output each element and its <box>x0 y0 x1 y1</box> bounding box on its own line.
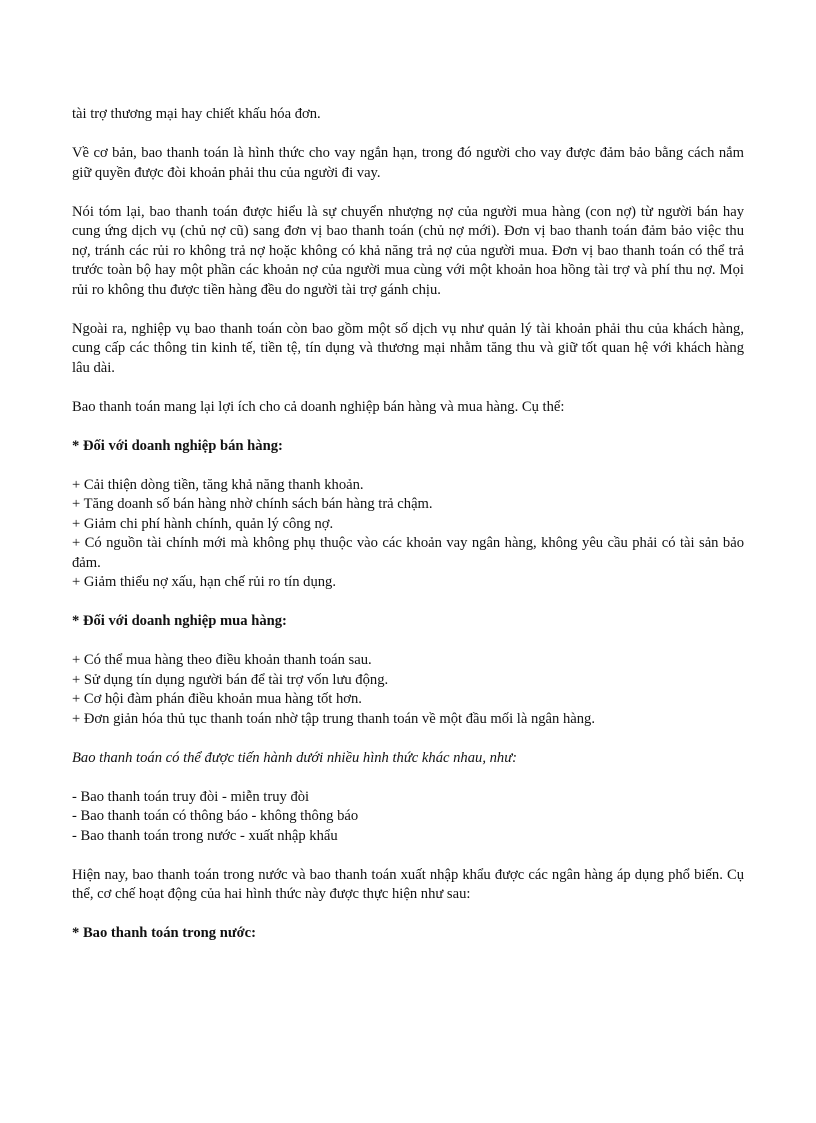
list-item: + Cơ hội đàm phán điều khoản mua hàng tốt hơn. <box>72 691 362 707</box>
list-item: + Giảm chi phí hành chính, quản lý công nợ. <box>72 515 334 532</box>
paragraph-current-practice: Hiện nay, bao thanh toán trong nước và bao thanh toán xuất nhập khẩu được các ngân hàng áp dụng phổ biến. Cụ thể, cơ chế hoạt động của hai hình thức này được thực hiện như sau: <box>72 866 744 902</box>
list-item: + Có thể mua hàng theo điều khoản thanh toán sau. <box>72 652 372 668</box>
list-item: + Sử dụng tín dụng người bán để tài trợ vốn lưu động. <box>72 671 389 688</box>
list-buyer-benefits <box>72 651 744 729</box>
paragraph-definition: Về cơ bản, bao thanh toán là hình thức cho vay ngắn hạn, trong đó người cho vay được đảm bảo bằng cách nắm giữ quyền được đòi khoản phải thu của người đi vay. <box>72 145 744 181</box>
list-item: + Giảm thiểu nợ xấu, hạn chế rủi ro tín dụng. <box>72 574 336 590</box>
paragraph-continuation: tài trợ thương mại hay chiết khấu hóa đơn. <box>72 106 321 122</box>
heading-sellers: * Đối với doanh nghiệp bán hàng: <box>72 437 283 454</box>
paragraph-summary: Nói tóm lại, bao thanh toán được hiểu là sự chuyển nhượng nợ của người mua hàng (con nợ) từ người bán hay cung ứng dịch vụ (chủ nợ cũ) sang đơn vị bao thanh toán (chủ nợ mới). Đơn vị bao thanh toán đảm bảo việc thu nợ, tránh các rủi ro không trả nợ hoặc không có khả năng trả nợ của người mua. Đơn vị bao thanh toán có thể trả trước toàn bộ hay một phần các khoản nợ của người mua cùng với một khoản hoa hồng tài trợ và phí thu nợ. Mọi rủi ro không thu được tiền hàng đều do người tài trợ gánh chịu. <box>72 203 744 298</box>
list-item: + Đơn giản hóa thủ tục thanh toán nhờ tập trung thanh toán về một đầu mối là ngân hàng. <box>72 710 595 727</box>
paragraph-services: Ngoài ra, nghiệp vụ bao thanh toán còn bao gồm một số dịch vụ như quản lý tài khoản phải thu của khách hàng, cung cấp các thông tin kinh tế, tiền tệ, tín dụng và thương mại nhằm tăng thu và giữ tốt quan hệ với khách hàng lâu dài. <box>72 320 744 376</box>
paragraph-benefits-intro: Bao thanh toán mang lại lợi ích cho cả doanh nghiệp bán hàng và mua hàng. Cụ thể: <box>72 398 565 415</box>
list-item: - Bao thanh toán có thông báo - không thông báo <box>72 808 359 824</box>
list-item: + Có nguồn tài chính mới mà không phụ thuộc vào các khoản vay ngân hàng, không yêu cầu phải có tài sản bảo đảm. <box>72 535 744 571</box>
list-item: - Bao thanh toán truy đòi - miễn truy đòi <box>72 788 310 805</box>
document-page <box>72 105 744 963</box>
heading-domestic: * Bao thanh toán trong nước: <box>72 925 257 941</box>
forms-intro: Bao thanh toán có thể được tiến hành dưới nhiều hình thức khác nhau, như: <box>72 749 518 766</box>
list-item: - Bao thanh toán trong nước - xuất nhập khẩu <box>72 827 338 844</box>
list-seller-benefits <box>72 476 744 593</box>
list-forms <box>72 788 744 847</box>
list-item: + Cải thiện dòng tiền, tăng khả năng thanh khoản. <box>72 476 364 493</box>
heading-buyers: * Đối với doanh nghiệp mua hàng: <box>72 613 287 629</box>
list-item: + Tăng doanh số bán hàng nhờ chính sách bán hàng trả chậm. <box>72 496 433 512</box>
